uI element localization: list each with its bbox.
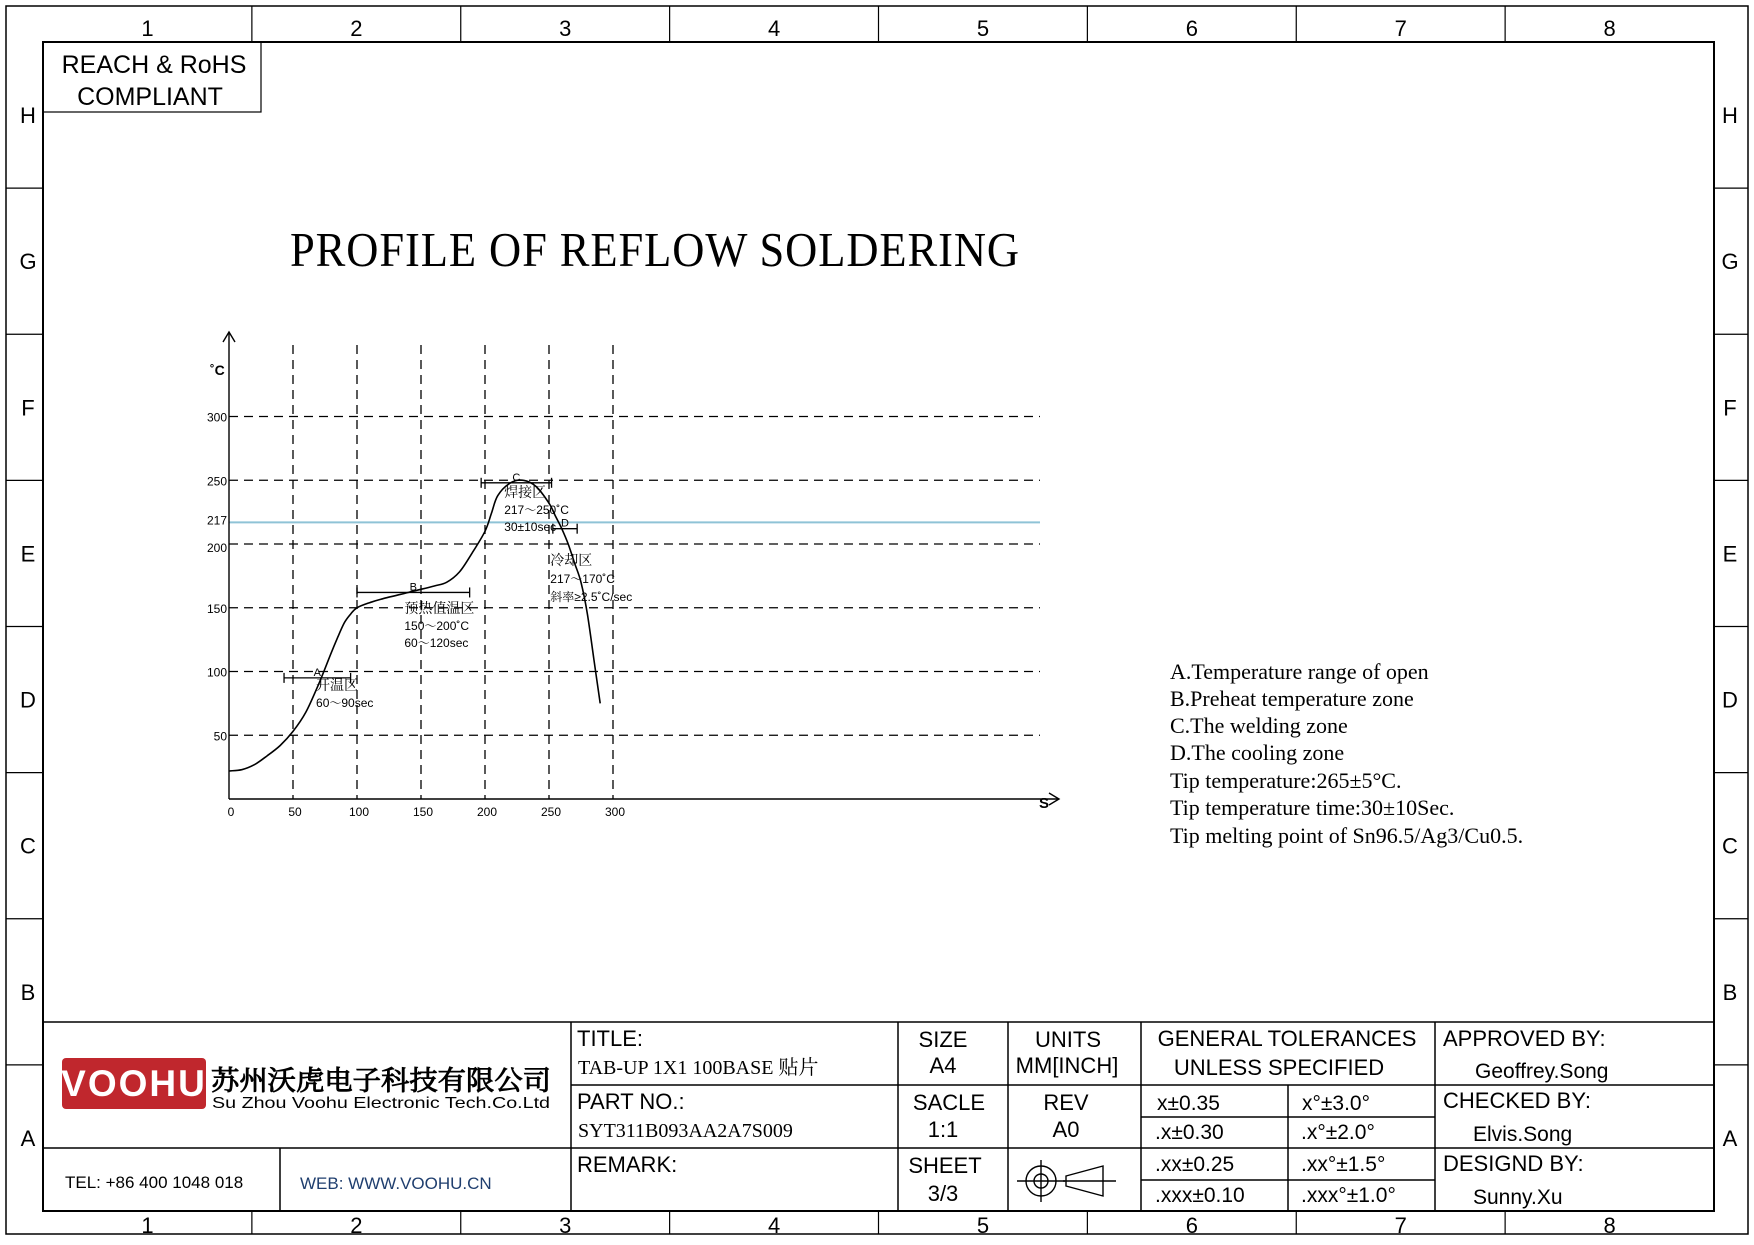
y-tick-label: 150: [206, 601, 227, 616]
checked-by-value: Elvis.Song: [1473, 1123, 1573, 1146]
tolerance-angular-3: .xxx°±1.0°: [1301, 1184, 1396, 1207]
note-6: Tip temperature time:30±10Sec.: [1170, 795, 1455, 820]
zone-B-detail: 150～200˚C: [404, 619, 470, 633]
zone-D-name: 冷却区: [550, 553, 593, 569]
company-name-cn: 苏州沃虎电子科技有限公司: [211, 1066, 551, 1097]
rev-value: A0: [1052, 1117, 1080, 1142]
tolerance-linear-3: .xxx±0.10: [1155, 1184, 1245, 1207]
zone-C-detail: 217～250˚C: [504, 503, 569, 517]
y-tick-label: 100: [206, 665, 227, 680]
column-label-top: 2: [350, 16, 363, 41]
size-label: SIZE: [918, 1027, 968, 1052]
scale-value: 1:1: [927, 1117, 959, 1142]
row-label-left: B: [20, 979, 36, 1005]
x-tick-label: 0: [227, 805, 235, 819]
zone-A-detail: 60～90sec: [316, 696, 374, 710]
rev-label: REV: [1043, 1090, 1089, 1115]
column-label-top: 6: [1185, 16, 1198, 41]
row-label-right: E: [1722, 541, 1738, 567]
row-label-left: H: [20, 103, 36, 129]
tolerance-linear-2: .xx±0.25: [1155, 1153, 1235, 1176]
y-axis-label: ˚C: [210, 362, 225, 378]
zone-C-name: 焊接区: [504, 485, 547, 501]
approved-by-label: APPROVED BY:: [1443, 1026, 1606, 1051]
note-1: A.Temperature range of open: [1170, 659, 1429, 684]
zone-D-detail: 217～170˚C: [550, 572, 615, 586]
designed-by-label: DESIGND BY:: [1443, 1151, 1584, 1176]
note-2: B.Preheat temperature zone: [1170, 686, 1414, 711]
third-angle-projection-icon: [1017, 1160, 1116, 1202]
column-label-top: 7: [1394, 16, 1407, 41]
y-tick-label: 50: [213, 729, 227, 744]
tolerance-linear-0: x±0.35: [1157, 1092, 1220, 1115]
designed-by-value: Sunny.Xu: [1473, 1186, 1563, 1209]
row-label-right: H: [1722, 103, 1738, 129]
row-label-left: A: [20, 1125, 36, 1151]
column-label-top: 1: [141, 16, 154, 41]
title-label: TITLE:: [577, 1026, 644, 1051]
part-no-value: SYT311B093AA2A7S009: [578, 1120, 793, 1142]
x-tick-label: 150: [412, 805, 434, 819]
compliance-line-2: COMPLIANT: [77, 83, 223, 111]
compliance-line-1: REACH & RoHS: [61, 51, 247, 79]
tolerance-header-2: UNLESS SPECIFIED: [1173, 1055, 1385, 1080]
column-label-top: 5: [976, 16, 990, 41]
zone-D-letter: D: [561, 517, 569, 530]
checked-by-label: CHECKED BY:: [1443, 1088, 1591, 1113]
note-5: Tip temperature:265±5°C.: [1170, 768, 1402, 793]
x-tick-label: 50: [288, 805, 302, 819]
note-7: Tip melting point of Sn96.5/Ag3/Cu0.5.: [1170, 823, 1524, 848]
part-no-label: PART NO.:: [577, 1089, 685, 1114]
column-label-bottom: 7: [1394, 1213, 1407, 1238]
web-link[interactable]: WEB: WWW.VOOHU.CN: [300, 1174, 492, 1193]
scale-label: SACLE: [912, 1090, 986, 1115]
zone-A-name: 开温区: [316, 678, 359, 694]
size-value: A4: [929, 1053, 957, 1078]
row-label-right: D: [1722, 687, 1738, 713]
column-label-bottom: 3: [559, 1213, 572, 1238]
column-label-bottom: 4: [767, 1213, 781, 1238]
zone-grid: [6, 6, 1748, 1238]
zone-A-letter: A: [313, 666, 321, 679]
zone-B-time: 60～120sec: [404, 636, 469, 650]
column-label-top: 8: [1603, 16, 1616, 41]
zone-D-time: 斜率≥2.5˚C/sec: [550, 590, 633, 604]
row-label-left: D: [20, 687, 36, 713]
zone-C-letter: C: [512, 471, 521, 484]
remark-label: REMARK:: [577, 1152, 678, 1177]
column-label-top: 3: [559, 16, 572, 41]
units-label: UNITS: [1035, 1027, 1101, 1052]
zone-B-name: 预热值温区: [404, 601, 475, 617]
column-label-top: 4: [767, 16, 781, 41]
approved-by-value: Geoffrey.Song: [1475, 1060, 1609, 1083]
sheet-value: 3/3: [927, 1181, 959, 1206]
company-name-en: Su Zhou Voohu Electronic Tech.Co.Ltd: [212, 1095, 550, 1112]
y-tick-label: 300: [206, 410, 227, 425]
zone-B-letter: B: [409, 581, 417, 594]
row-label-right: G: [1721, 249, 1739, 275]
column-label-bottom: 2: [350, 1213, 363, 1238]
tolerance-angular-2: .xx°±1.5°: [1301, 1153, 1386, 1176]
row-label-left: C: [20, 833, 36, 859]
note-3: C.The welding zone: [1170, 713, 1348, 738]
y-tick-label: 250: [206, 474, 227, 489]
x-tick-label: 200: [476, 805, 498, 819]
x-axis-label: S: [1039, 795, 1050, 812]
row-label-right: B: [1722, 979, 1738, 1005]
row-label-left: F: [21, 395, 35, 421]
voohu-logo-text: VOOHU: [61, 1063, 207, 1104]
notes-block: [1170, 659, 1523, 848]
sheet-label: SHEET: [908, 1153, 982, 1178]
note-4: D.The cooling zone: [1170, 740, 1345, 765]
title-value: TAB-UP 1X1 100BASE 贴片: [578, 1057, 819, 1079]
units-value: MM[INCH]: [1015, 1053, 1119, 1078]
x-tick-label: 100: [348, 805, 370, 819]
tolerance-linear-1: .x±0.30: [1155, 1121, 1224, 1144]
column-label-bottom: 1: [141, 1213, 154, 1238]
tolerance-angular-0: x°±3.0°: [1302, 1092, 1371, 1115]
reflow-chart: [207, 332, 1059, 819]
row-label-right: C: [1722, 833, 1738, 859]
row-label-right: A: [1722, 1125, 1738, 1151]
column-label-bottom: 6: [1185, 1213, 1198, 1238]
y-tick-label: 217: [206, 513, 227, 528]
row-label-left: G: [19, 249, 37, 275]
row-label-left: E: [20, 541, 36, 567]
tel-text: TEL: +86 400 1048 018: [65, 1173, 244, 1192]
column-label-bottom: 5: [976, 1213, 990, 1238]
tolerance-header-1: GENERAL TOLERANCES: [1157, 1026, 1417, 1051]
y-tick-label: 200: [206, 541, 227, 555]
drawing-title: PROFILE OF REFLOW SOLDERING: [290, 222, 1020, 277]
tolerance-angular-1: .x°±2.0°: [1301, 1121, 1375, 1144]
row-label-right: F: [1723, 395, 1737, 421]
x-tick-label: 300: [604, 805, 626, 819]
column-label-bottom: 8: [1603, 1213, 1616, 1238]
zone-C-time: 30±10sec: [504, 520, 557, 534]
x-tick-label: 250: [540, 805, 562, 819]
